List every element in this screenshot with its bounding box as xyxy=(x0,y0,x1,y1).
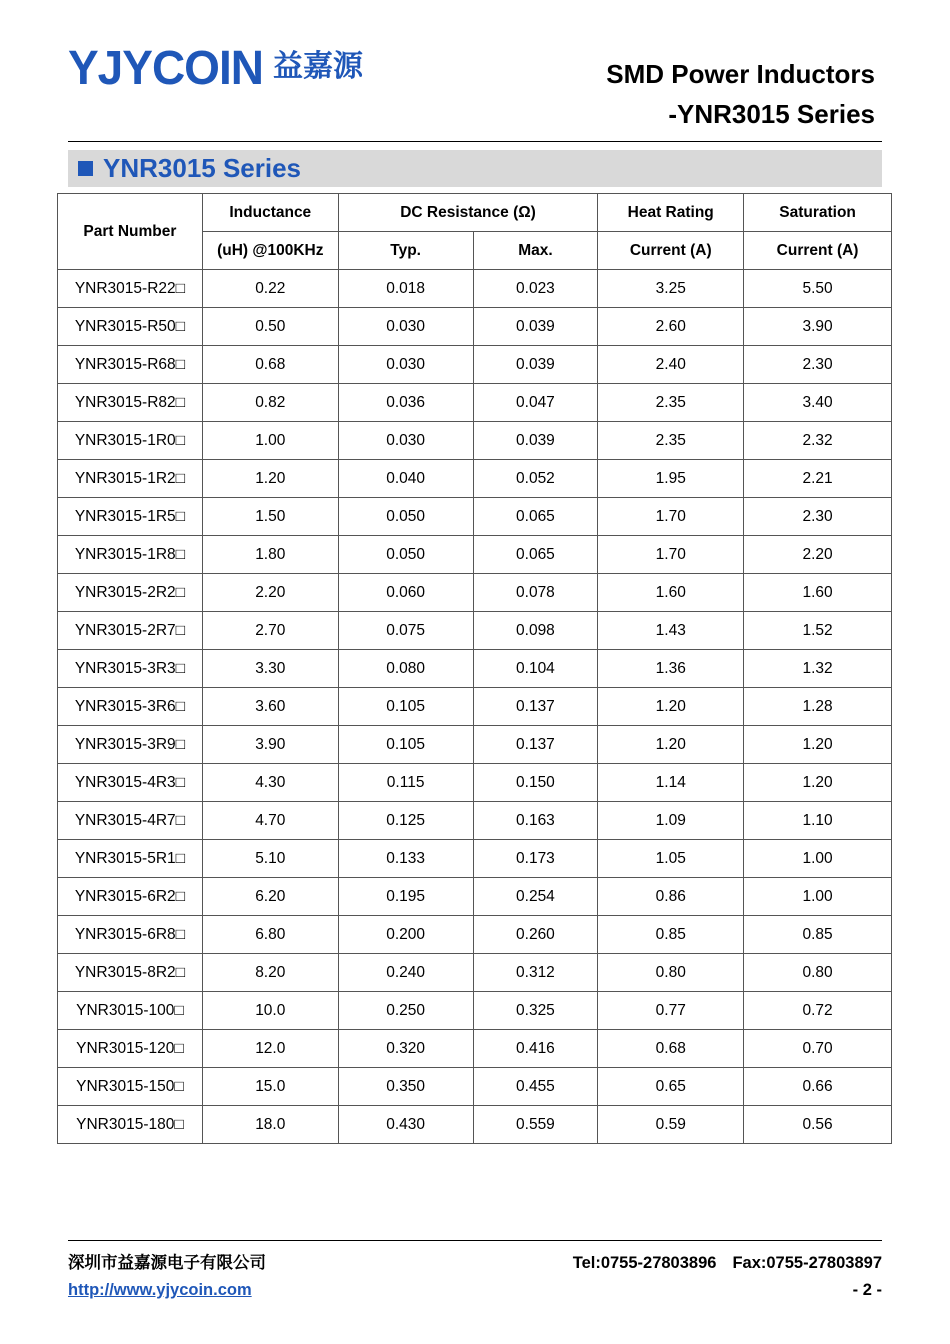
dcr-typ-cell: 0.115 xyxy=(338,764,473,802)
dcr-max-cell: 0.039 xyxy=(473,346,598,384)
header-inductance: Inductance xyxy=(202,194,338,232)
dcr-max-cell: 0.047 xyxy=(473,384,598,422)
table-row xyxy=(58,384,892,422)
header-dcr-typ: Typ. xyxy=(338,232,473,270)
table-row xyxy=(58,1030,892,1068)
website-link[interactable]: http://www.yjycoin.com xyxy=(68,1281,252,1299)
heat-current-cell: 2.35 xyxy=(598,422,744,460)
dcr-max-cell: 0.260 xyxy=(473,916,598,954)
table-row xyxy=(58,574,892,612)
saturation-current-cell: 3.90 xyxy=(744,308,892,346)
heat-current-cell: 0.59 xyxy=(598,1106,744,1144)
table-row xyxy=(58,498,892,536)
dcr-max-cell: 0.137 xyxy=(473,726,598,764)
saturation-current-cell: 1.00 xyxy=(744,878,892,916)
dcr-max-cell: 0.104 xyxy=(473,650,598,688)
table-body xyxy=(58,270,892,1144)
table-row xyxy=(58,308,892,346)
section-heading xyxy=(68,150,882,187)
table-row xyxy=(58,802,892,840)
heat-current-cell: 2.60 xyxy=(598,308,744,346)
table-row xyxy=(58,688,892,726)
table-row xyxy=(58,916,892,954)
inductance-cell: 10.0 xyxy=(202,992,338,1030)
table-row xyxy=(58,726,892,764)
dcr-typ-cell: 0.050 xyxy=(338,498,473,536)
table-row xyxy=(58,992,892,1030)
dcr-typ-cell: 0.030 xyxy=(338,346,473,384)
header-divider xyxy=(68,141,882,142)
header-heat-rating: Heat Rating xyxy=(598,194,744,232)
dcr-max-cell: 0.455 xyxy=(473,1068,598,1106)
heat-current-cell: 1.05 xyxy=(598,840,744,878)
inductance-cell: 6.20 xyxy=(202,878,338,916)
footer-divider xyxy=(68,1240,882,1241)
heat-current-cell: 1.20 xyxy=(598,726,744,764)
logo-chinese-text: 益嘉源 xyxy=(272,49,363,84)
fax: Fax:0755-27803897 xyxy=(732,1254,882,1272)
inductance-cell: 5.10 xyxy=(202,840,338,878)
saturation-current-cell: 2.32 xyxy=(744,422,892,460)
table-row xyxy=(58,422,892,460)
heat-current-cell: 1.43 xyxy=(598,612,744,650)
dcr-max-cell: 0.173 xyxy=(473,840,598,878)
saturation-current-cell: 0.72 xyxy=(744,992,892,1030)
spec-table xyxy=(57,193,892,1144)
heat-current-cell: 0.65 xyxy=(598,1068,744,1106)
telephone: Tel:0755-27803896 xyxy=(572,1254,717,1272)
saturation-current-cell: 5.50 xyxy=(744,270,892,308)
header-saturation-unit: Current (A) xyxy=(744,232,892,270)
footer-contact-info xyxy=(573,1250,882,1304)
part-number-cell: YNR3015-R50□ xyxy=(58,308,203,346)
dcr-max-cell: 0.559 xyxy=(473,1106,598,1144)
saturation-current-cell: 1.32 xyxy=(744,650,892,688)
logo-text: YJYCOIN xyxy=(68,39,263,95)
dcr-typ-cell: 0.060 xyxy=(338,574,473,612)
header-inductance-unit: (uH) @100KHz xyxy=(202,232,338,270)
inductance-cell: 2.70 xyxy=(202,612,338,650)
heat-current-cell: 0.86 xyxy=(598,878,744,916)
dcr-max-cell: 0.039 xyxy=(473,422,598,460)
part-number-cell: YNR3015-8R2□ xyxy=(58,954,203,992)
header-part-number: Part Number xyxy=(58,194,203,270)
inductance-cell: 3.90 xyxy=(202,726,338,764)
header-dcr-max: Max. xyxy=(473,232,598,270)
part-number-cell: YNR3015-6R8□ xyxy=(58,916,203,954)
header-saturation: Saturation xyxy=(744,194,892,232)
dcr-max-cell: 0.078 xyxy=(473,574,598,612)
saturation-current-cell: 1.20 xyxy=(744,726,892,764)
heat-current-cell: 1.70 xyxy=(598,536,744,574)
dcr-max-cell: 0.137 xyxy=(473,688,598,726)
dcr-max-cell: 0.052 xyxy=(473,460,598,498)
dcr-max-cell: 0.098 xyxy=(473,612,598,650)
dcr-typ-cell: 0.075 xyxy=(338,612,473,650)
part-number-cell: YNR3015-100□ xyxy=(58,992,203,1030)
heat-current-cell: 3.25 xyxy=(598,270,744,308)
dcr-max-cell: 0.325 xyxy=(473,992,598,1030)
dcr-typ-cell: 0.030 xyxy=(338,308,473,346)
part-number-cell: YNR3015-1R8□ xyxy=(58,536,203,574)
heat-current-cell: 2.35 xyxy=(598,384,744,422)
title-line-2: -YNR3015 Series xyxy=(668,99,875,129)
title-line-1: SMD Power Inductors xyxy=(606,59,875,89)
table-row xyxy=(58,612,892,650)
saturation-current-cell: 2.21 xyxy=(744,460,892,498)
heat-current-cell: 2.40 xyxy=(598,346,744,384)
part-number-cell: YNR3015-180□ xyxy=(58,1106,203,1144)
page-number: - 2 - xyxy=(852,1281,882,1299)
heat-current-cell: 1.14 xyxy=(598,764,744,802)
inductance-cell: 15.0 xyxy=(202,1068,338,1106)
part-number-cell: YNR3015-6R2□ xyxy=(58,878,203,916)
company-logo xyxy=(68,39,363,95)
inductance-cell: 4.30 xyxy=(202,764,338,802)
part-number-cell: YNR3015-1R5□ xyxy=(58,498,203,536)
dcr-typ-cell: 0.320 xyxy=(338,1030,473,1068)
header-dc-resistance: DC Resistance (Ω) xyxy=(338,194,598,232)
part-number-cell: YNR3015-1R0□ xyxy=(58,422,203,460)
dcr-typ-cell: 0.133 xyxy=(338,840,473,878)
dcr-typ-cell: 0.018 xyxy=(338,270,473,308)
heat-current-cell: 0.80 xyxy=(598,954,744,992)
inductance-cell: 1.50 xyxy=(202,498,338,536)
part-number-cell: YNR3015-2R7□ xyxy=(58,612,203,650)
saturation-current-cell: 2.20 xyxy=(744,536,892,574)
company-name: 深圳市益嘉源电子有限公司 xyxy=(68,1254,266,1272)
inductance-cell: 0.68 xyxy=(202,346,338,384)
part-number-cell: YNR3015-120□ xyxy=(58,1030,203,1068)
square-bullet-icon xyxy=(78,161,93,176)
inductance-cell: 0.50 xyxy=(202,308,338,346)
heat-current-cell: 0.68 xyxy=(598,1030,744,1068)
part-number-cell: YNR3015-4R3□ xyxy=(58,764,203,802)
inductance-cell: 1.00 xyxy=(202,422,338,460)
part-number-cell: YNR3015-3R6□ xyxy=(58,688,203,726)
table-row xyxy=(58,270,892,308)
dcr-typ-cell: 0.430 xyxy=(338,1106,473,1144)
table-row xyxy=(58,764,892,802)
dcr-max-cell: 0.163 xyxy=(473,802,598,840)
saturation-current-cell: 0.56 xyxy=(744,1106,892,1144)
dcr-max-cell: 0.312 xyxy=(473,954,598,992)
dcr-typ-cell: 0.240 xyxy=(338,954,473,992)
dcr-typ-cell: 0.350 xyxy=(338,1068,473,1106)
dcr-typ-cell: 0.050 xyxy=(338,536,473,574)
part-number-cell: YNR3015-3R3□ xyxy=(58,650,203,688)
saturation-current-cell: 1.20 xyxy=(744,764,892,802)
part-number-cell: YNR3015-2R2□ xyxy=(58,574,203,612)
table-row xyxy=(58,878,892,916)
table-row xyxy=(58,1068,892,1106)
footer-company-info xyxy=(68,1250,266,1304)
inductance-cell: 3.30 xyxy=(202,650,338,688)
dcr-max-cell: 0.039 xyxy=(473,308,598,346)
part-number-cell: YNR3015-R68□ xyxy=(58,346,203,384)
heat-current-cell: 0.85 xyxy=(598,916,744,954)
saturation-current-cell: 0.80 xyxy=(744,954,892,992)
saturation-current-cell: 0.66 xyxy=(744,1068,892,1106)
dcr-typ-cell: 0.125 xyxy=(338,802,473,840)
inductance-cell: 0.82 xyxy=(202,384,338,422)
header-heat-unit: Current (A) xyxy=(598,232,744,270)
table-row xyxy=(58,460,892,498)
inductance-cell: 6.80 xyxy=(202,916,338,954)
dcr-max-cell: 0.254 xyxy=(473,878,598,916)
dcr-typ-cell: 0.040 xyxy=(338,460,473,498)
inductance-cell: 0.22 xyxy=(202,270,338,308)
part-number-cell: YNR3015-5R1□ xyxy=(58,840,203,878)
dcr-typ-cell: 0.030 xyxy=(338,422,473,460)
saturation-current-cell: 3.40 xyxy=(744,384,892,422)
saturation-current-cell: 1.00 xyxy=(744,840,892,878)
table-row xyxy=(58,650,892,688)
saturation-current-cell: 1.60 xyxy=(744,574,892,612)
table-row xyxy=(58,954,892,992)
heat-current-cell: 0.77 xyxy=(598,992,744,1030)
dcr-max-cell: 0.150 xyxy=(473,764,598,802)
heat-current-cell: 1.36 xyxy=(598,650,744,688)
inductance-cell: 4.70 xyxy=(202,802,338,840)
dcr-max-cell: 0.416 xyxy=(473,1030,598,1068)
heat-current-cell: 1.95 xyxy=(598,460,744,498)
section-title: YNR3015 Series xyxy=(103,153,302,183)
saturation-current-cell: 0.85 xyxy=(744,916,892,954)
inductance-cell: 2.20 xyxy=(202,574,338,612)
saturation-current-cell: 2.30 xyxy=(744,498,892,536)
inductance-cell: 8.20 xyxy=(202,954,338,992)
heat-current-cell: 1.09 xyxy=(598,802,744,840)
dcr-typ-cell: 0.105 xyxy=(338,688,473,726)
saturation-current-cell: 1.52 xyxy=(744,612,892,650)
heat-current-cell: 1.60 xyxy=(598,574,744,612)
part-number-cell: YNR3015-1R2□ xyxy=(58,460,203,498)
heat-current-cell: 1.20 xyxy=(598,688,744,726)
dcr-max-cell: 0.065 xyxy=(473,498,598,536)
table-row xyxy=(58,536,892,574)
part-number-cell: YNR3015-3R9□ xyxy=(58,726,203,764)
dcr-typ-cell: 0.195 xyxy=(338,878,473,916)
dcr-typ-cell: 0.080 xyxy=(338,650,473,688)
heat-current-cell: 1.70 xyxy=(598,498,744,536)
dcr-typ-cell: 0.036 xyxy=(338,384,473,422)
part-number-cell: YNR3015-150□ xyxy=(58,1068,203,1106)
part-number-cell: YNR3015-4R7□ xyxy=(58,802,203,840)
inductance-cell: 3.60 xyxy=(202,688,338,726)
table-row xyxy=(58,1106,892,1144)
saturation-current-cell: 1.28 xyxy=(744,688,892,726)
table-row xyxy=(58,346,892,384)
inductance-cell: 12.0 xyxy=(202,1030,338,1068)
part-number-cell: YNR3015-R82□ xyxy=(58,384,203,422)
saturation-current-cell: 1.10 xyxy=(744,802,892,840)
document-title xyxy=(606,54,875,134)
inductance-cell: 18.0 xyxy=(202,1106,338,1144)
inductance-cell: 1.80 xyxy=(202,536,338,574)
dcr-max-cell: 0.065 xyxy=(473,536,598,574)
dcr-typ-cell: 0.105 xyxy=(338,726,473,764)
saturation-current-cell: 0.70 xyxy=(744,1030,892,1068)
saturation-current-cell: 2.30 xyxy=(744,346,892,384)
dcr-typ-cell: 0.250 xyxy=(338,992,473,1030)
inductance-cell: 1.20 xyxy=(202,460,338,498)
part-number-cell: YNR3015-R22□ xyxy=(58,270,203,308)
table-row xyxy=(58,840,892,878)
dcr-max-cell: 0.023 xyxy=(473,270,598,308)
dcr-typ-cell: 0.200 xyxy=(338,916,473,954)
